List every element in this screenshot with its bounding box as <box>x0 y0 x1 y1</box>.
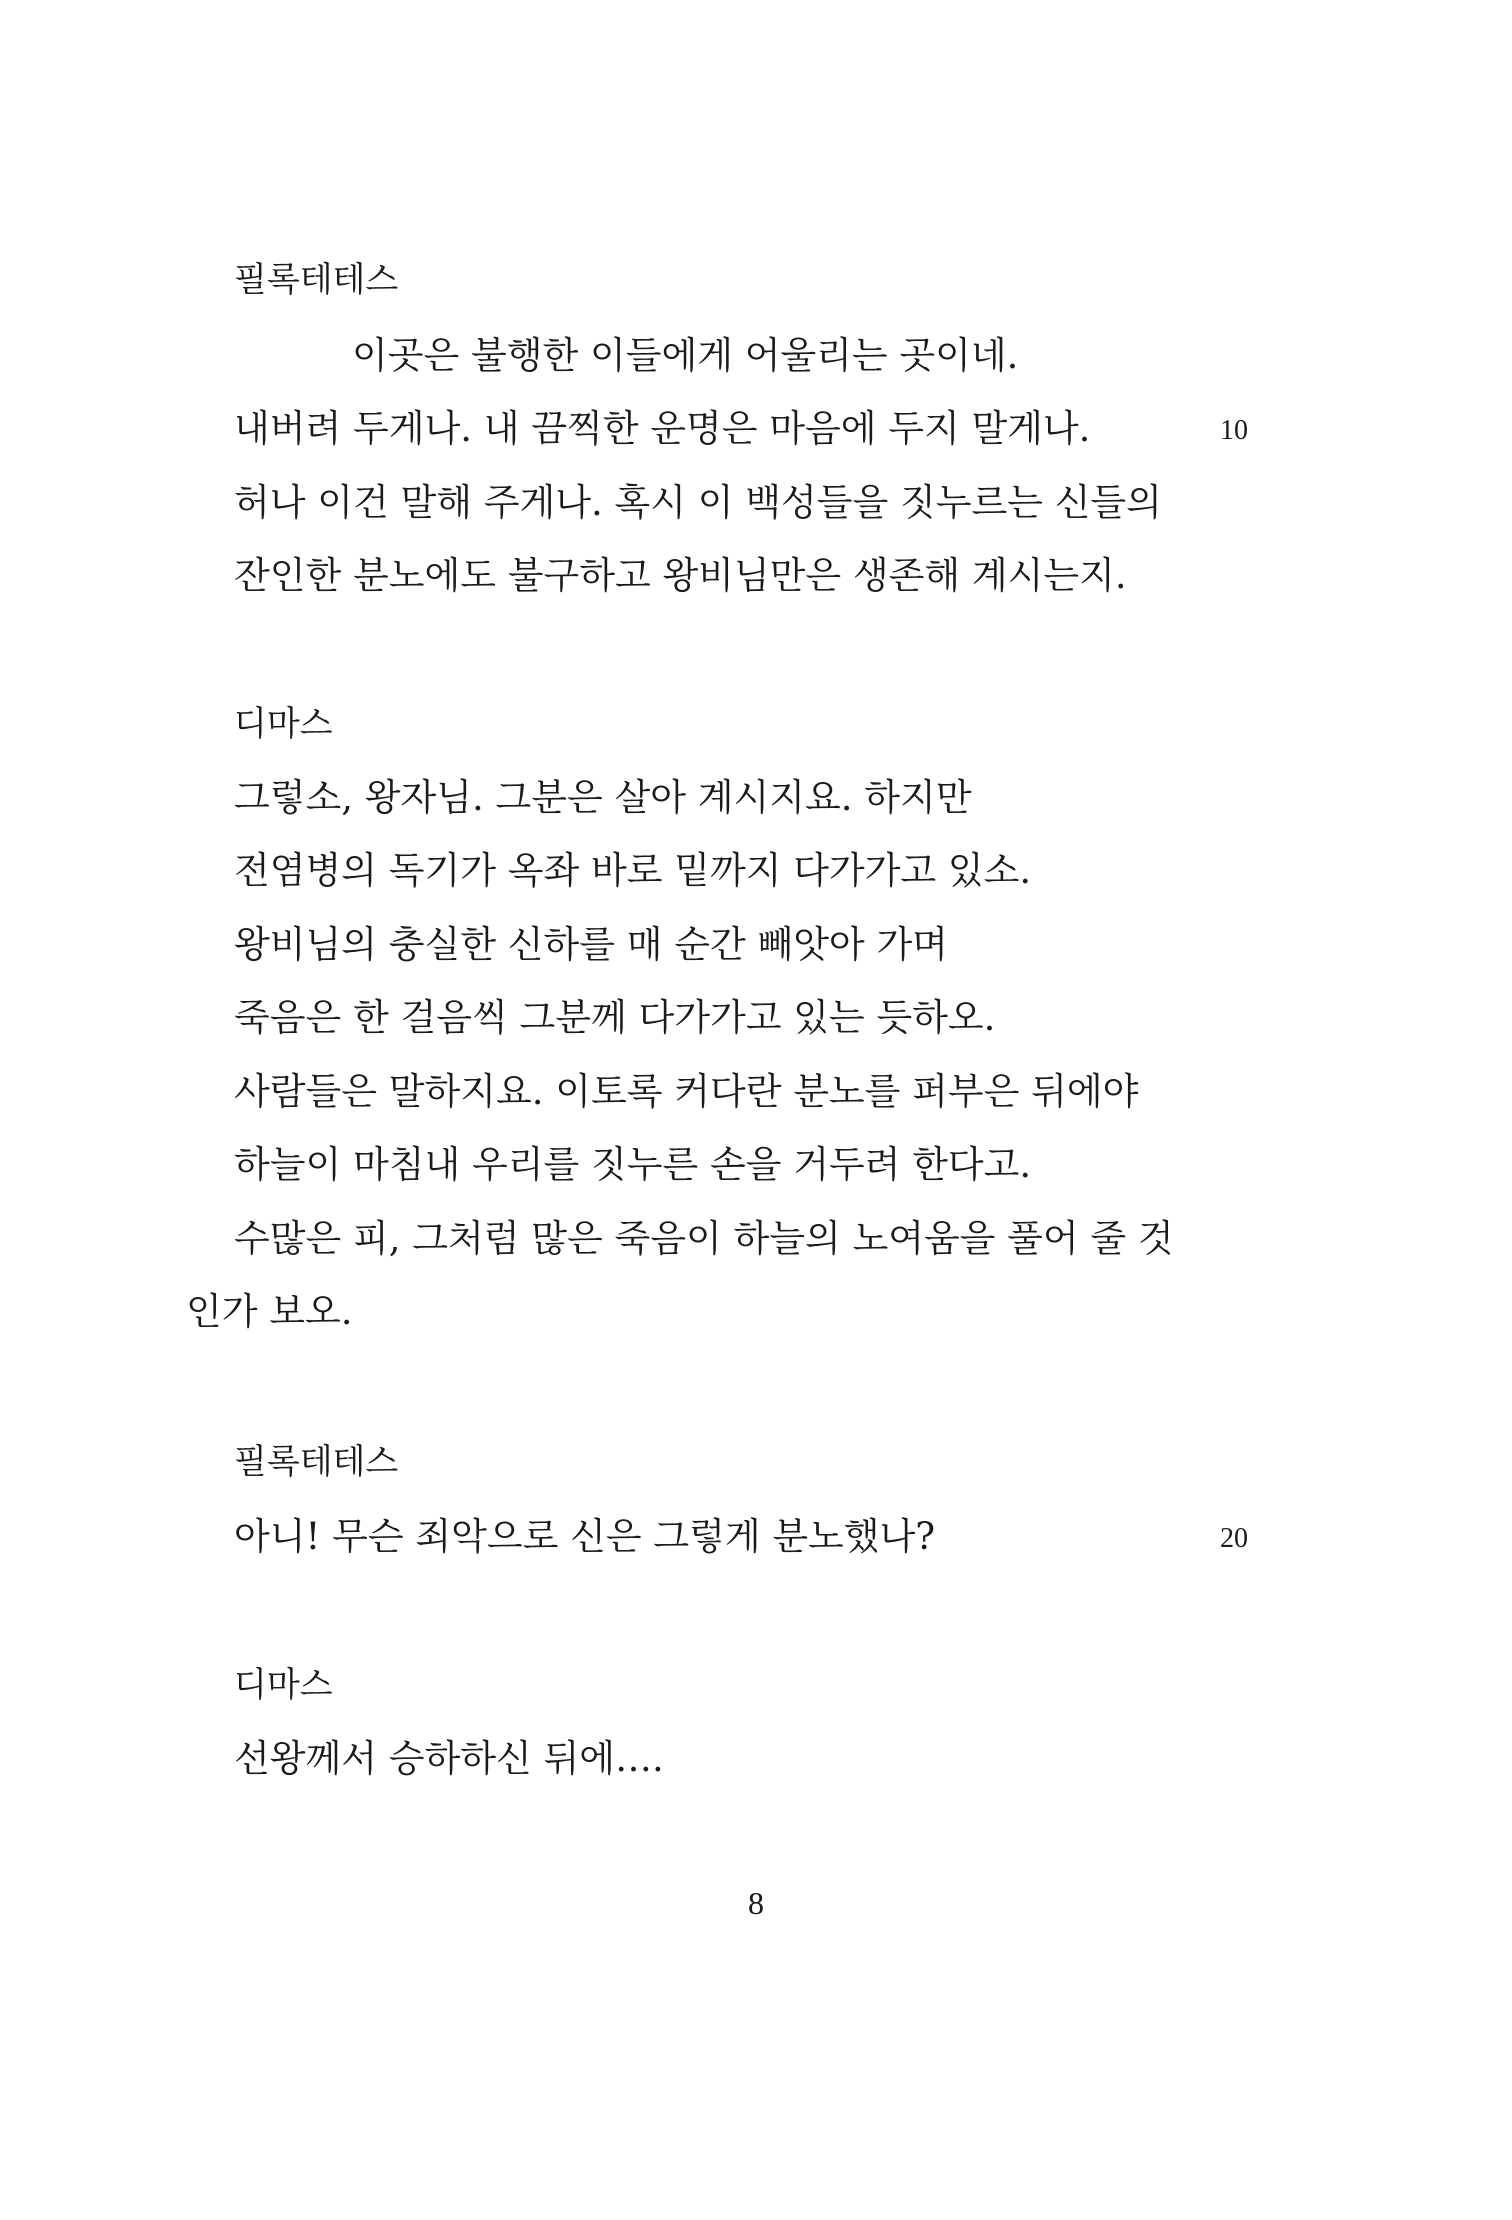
verse-line: 허나 이건 말해 주게나. 혹시 이 백성들을 짓누르는 신들의 <box>234 481 1162 524</box>
verse-line: 전염병의 독기가 옥좌 바로 밑까지 다가가고 있소. <box>234 849 1032 892</box>
speaker-name: 필록테테스 <box>234 260 399 300</box>
verse-line: 수많은 피, 그처럼 많은 죽음이 하늘의 노여움을 풀어 줄 것 <box>234 1217 1174 1260</box>
speaker-name: 디마스 <box>234 704 333 744</box>
page-number: 8 <box>748 1885 764 1921</box>
verse-line: 하늘이 마침내 우리를 짓누른 손을 거두려 한다고. <box>234 1143 1032 1186</box>
verse-line: 인가 보오. <box>186 1290 353 1333</box>
speaker-name: 디마스 <box>234 1665 333 1705</box>
verse-line: 내버려 두게나. 내 끔찍한 운명은 마음에 두지 말게나. <box>234 407 1091 450</box>
line-number: 10 <box>1220 415 1248 446</box>
line-number: 20 <box>1220 1523 1248 1554</box>
verse-line: 왕비님의 충실한 신하를 매 순간 빼앗아 가며 <box>234 923 948 966</box>
verse-line: 잔인한 분노에도 불구하고 왕비님만은 생존해 계시는지. <box>234 554 1127 597</box>
verse-line: 그렇소, 왕자님. 그분은 살아 계시지요. 하지만 <box>234 776 972 819</box>
verse-line: 선왕께서 승하하신 뒤에…. <box>234 1737 664 1780</box>
speaker-name: 필록테테스 <box>234 1442 399 1482</box>
verse-line: 아니! 무슨 죄악으로 신은 그렇게 분노했나? <box>234 1515 936 1558</box>
verse-line: 이곳은 불행한 이들에게 어울리는 곳이네. <box>352 334 1019 377</box>
verse-line: 사람들은 말하지요. 이토록 커다란 분노를 퍼부은 뒤에야 <box>234 1070 1139 1113</box>
verse-line: 죽음은 한 걸음씩 그분께 다가가고 있는 듯하오. <box>234 996 996 1039</box>
